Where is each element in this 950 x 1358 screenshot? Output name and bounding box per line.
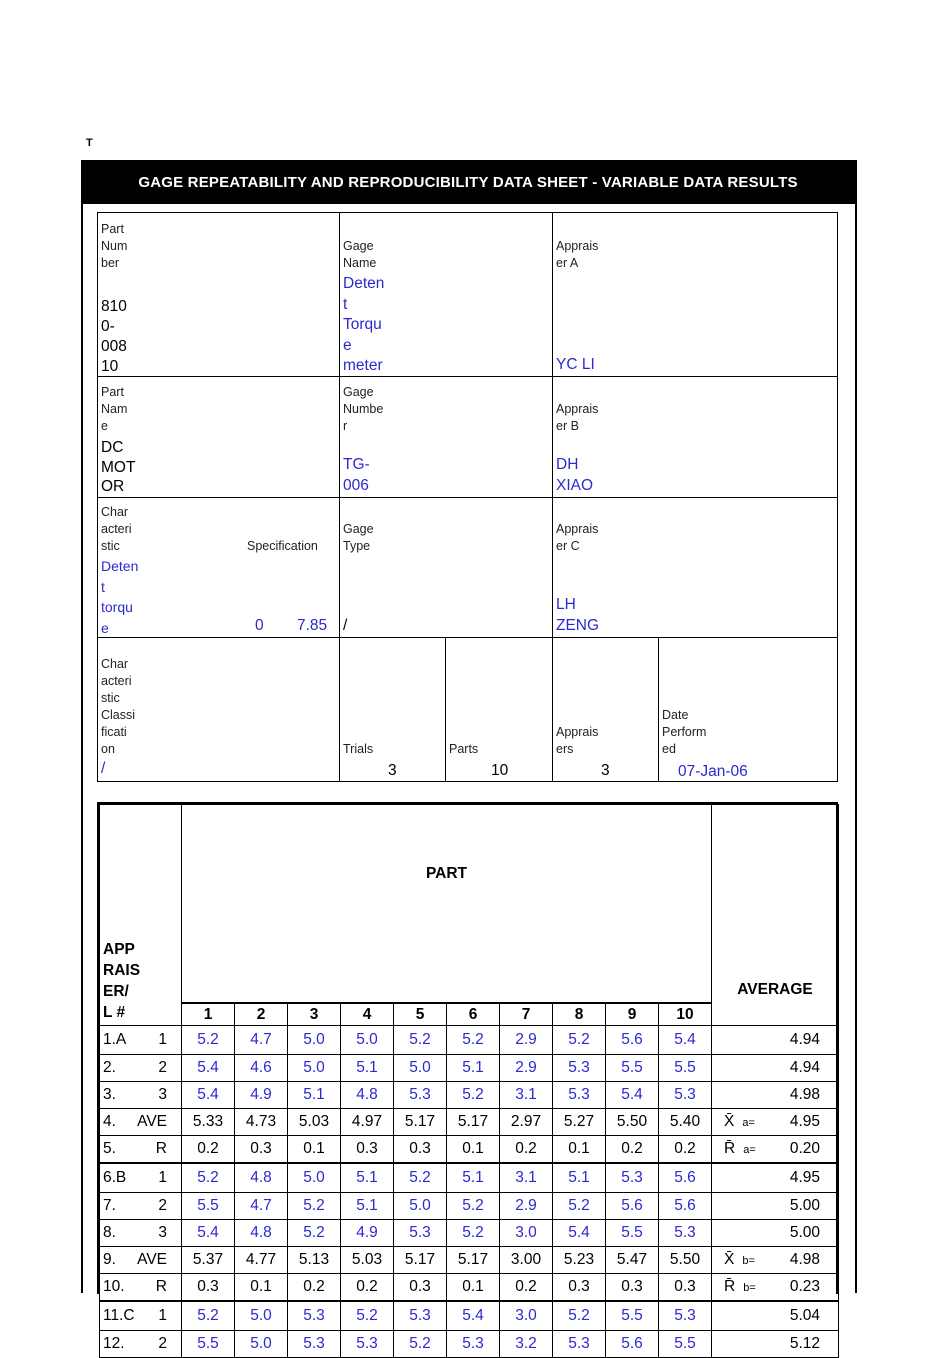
measurement-cell: 5.3 xyxy=(447,1331,500,1358)
row-label xyxy=(100,1301,182,1331)
measurement-cell: 0.1 xyxy=(288,1136,341,1164)
parts-cell xyxy=(446,638,553,782)
average-value: 4.98 xyxy=(789,1251,821,1268)
measurement-cell: 5.4 xyxy=(182,1082,235,1109)
measurement-cell: 5.2 xyxy=(182,1301,235,1331)
spec-high-value: 7.85 xyxy=(297,617,328,634)
part-number-header: 2 xyxy=(235,1003,288,1026)
characteristic-cell xyxy=(98,498,340,638)
measurement-cell: 5.2 xyxy=(447,1026,500,1055)
part-number-header: 4 xyxy=(341,1003,394,1026)
measurement-cell: 5.2 xyxy=(553,1301,606,1331)
measurement-cell: 5.6 xyxy=(606,1331,659,1358)
table-row xyxy=(100,1193,839,1220)
gage-number-label: Gage Numbe r xyxy=(343,385,384,433)
measurement-cell: 5.1 xyxy=(447,1163,500,1193)
measurement-cell: 0.3 xyxy=(553,1274,606,1302)
average-cell xyxy=(712,1274,839,1302)
statistic-symbol xyxy=(712,1278,756,1296)
measurement-cell: 5.17 xyxy=(394,1247,447,1274)
statistic-letter: X̄ xyxy=(724,1251,735,1268)
date-cell xyxy=(659,638,838,782)
measurement-cell: 5.1 xyxy=(288,1082,341,1109)
trial-label: 1 xyxy=(158,1031,167,1048)
row-label xyxy=(100,1136,182,1164)
measurement-cell: 0.2 xyxy=(182,1136,235,1164)
trial-label: 2 xyxy=(158,1197,167,1214)
measurement-cell: 5.50 xyxy=(659,1247,712,1274)
measurement-cell: 5.3 xyxy=(394,1220,447,1247)
gage-number-cell xyxy=(340,377,553,498)
trial-label: 3 xyxy=(158,1224,167,1241)
measurement-cell: 4.6 xyxy=(235,1055,288,1082)
trial-label: AVE xyxy=(137,1113,167,1130)
specification-label: Specification xyxy=(247,539,318,553)
measurement-cell: 2.9 xyxy=(500,1055,553,1082)
classification-cell xyxy=(98,638,340,782)
gage-type-value: / xyxy=(343,617,348,634)
appraiser-c-cell xyxy=(553,498,838,638)
row-label xyxy=(100,1109,182,1136)
part-header: PART xyxy=(182,805,712,1004)
measurement-cell: 5.5 xyxy=(182,1331,235,1358)
measurement-cell: 0.2 xyxy=(500,1136,553,1164)
measurement-cell: 0.3 xyxy=(606,1274,659,1302)
row-number: 12. xyxy=(103,1335,125,1352)
measurement-cell: 5.0 xyxy=(235,1301,288,1331)
part-number-header: 10 xyxy=(659,1003,712,1026)
measurement-cell: 5.03 xyxy=(341,1247,394,1274)
measurement-cell: 0.3 xyxy=(341,1136,394,1164)
measurement-cell: 0.3 xyxy=(182,1274,235,1302)
average-cell xyxy=(712,1026,839,1055)
average-value: 0.23 xyxy=(789,1278,821,1295)
measurement-cell: 5.03 xyxy=(288,1109,341,1136)
trial-label: R xyxy=(155,1278,167,1295)
row-number: 10. xyxy=(103,1278,125,1295)
measurement-cell: 5.6 xyxy=(606,1026,659,1055)
measurement-cell: 0.2 xyxy=(659,1136,712,1164)
measurement-cell: 0.2 xyxy=(288,1274,341,1302)
measurement-cell: 4.7 xyxy=(235,1193,288,1220)
measurement-cell: 5.23 xyxy=(553,1247,606,1274)
measurement-cell: 5.3 xyxy=(606,1163,659,1193)
appraisers-value: 3 xyxy=(601,762,610,779)
measurement-cell: 5.2 xyxy=(288,1220,341,1247)
appraisers-label: Apprais ers xyxy=(556,725,599,756)
row-label xyxy=(100,1220,182,1247)
gage-name-cell xyxy=(340,213,553,377)
measurement-cell: 0.3 xyxy=(394,1136,447,1164)
measurement-cell: 5.1 xyxy=(447,1055,500,1082)
trial-label: 3 xyxy=(158,1086,167,1103)
row-label xyxy=(100,1055,182,1082)
measurement-cell: 5.0 xyxy=(288,1163,341,1193)
row-number: 9. xyxy=(103,1251,116,1268)
measurement-cell: 5.2 xyxy=(394,1163,447,1193)
measurement-cell: 3.2 xyxy=(500,1331,553,1358)
measurement-cell: 5.3 xyxy=(553,1055,606,1082)
statistic-subscript: a= xyxy=(743,1144,756,1156)
measurement-cell: 2.9 xyxy=(500,1193,553,1220)
part-number-header: 7 xyxy=(500,1003,553,1026)
average-value: 4.98 xyxy=(789,1086,821,1103)
measurement-cell: 4.9 xyxy=(235,1082,288,1109)
measurement-cell: 0.3 xyxy=(394,1274,447,1302)
gage-type-label: Gage Type xyxy=(343,522,374,553)
measurement-cell: 5.2 xyxy=(553,1026,606,1055)
average-header: AVERAGE xyxy=(712,805,839,1026)
measurement-cell: 5.4 xyxy=(447,1301,500,1331)
measurement-cell: 4.8 xyxy=(235,1163,288,1193)
part-number-header: 1 xyxy=(182,1003,235,1026)
measurement-cell: 5.1 xyxy=(553,1163,606,1193)
measurement-cell: 5.5 xyxy=(659,1055,712,1082)
measurement-cell: 5.2 xyxy=(182,1163,235,1193)
row-label xyxy=(100,1082,182,1109)
measurement-cell: 5.0 xyxy=(288,1055,341,1082)
average-value: 5.00 xyxy=(789,1224,821,1241)
measurement-cell: 5.1 xyxy=(341,1055,394,1082)
measurement-cell: 5.3 xyxy=(341,1331,394,1358)
measurement-cell: 5.50 xyxy=(606,1109,659,1136)
measurement-cell: 5.2 xyxy=(394,1026,447,1055)
measurement-cell: 5.5 xyxy=(659,1331,712,1358)
measurement-cell: 5.37 xyxy=(182,1247,235,1274)
measurement-cell: 5.2 xyxy=(553,1193,606,1220)
row-label xyxy=(100,1274,182,1302)
sheet-title: GAGE REPEATABILITY AND REPRODUCIBILITY DATA SHEET - VARIABLE DATA RESULTS xyxy=(81,160,855,204)
average-value: 4.95 xyxy=(789,1169,821,1186)
measurement-cell: 0.2 xyxy=(606,1136,659,1164)
table-row xyxy=(100,1026,839,1055)
average-value: 4.94 xyxy=(789,1059,821,1076)
measurement-cell: 5.2 xyxy=(182,1026,235,1055)
row-number: 6.B xyxy=(103,1169,127,1186)
measurement-cell: 3.1 xyxy=(500,1082,553,1109)
appraiser-c-value: LH ZENG xyxy=(556,596,600,634)
table-row xyxy=(100,1163,839,1193)
part-name-value: DC MOT OR xyxy=(101,439,136,495)
row-number: 7. xyxy=(103,1197,116,1214)
statistic-subscript: b= xyxy=(742,1255,755,1267)
classification-value: / xyxy=(101,760,106,777)
appraisers-cell xyxy=(553,638,659,782)
measurement-cell: 5.17 xyxy=(394,1109,447,1136)
measurement-cell: 5.3 xyxy=(659,1301,712,1331)
measurement-cell: 3.1 xyxy=(500,1163,553,1193)
part-number-header: 3 xyxy=(288,1003,341,1026)
average-value: 0.20 xyxy=(789,1140,821,1157)
statistic-subscript: a= xyxy=(742,1117,755,1129)
table-row xyxy=(100,1247,839,1274)
measurement-cell: 5.2 xyxy=(447,1193,500,1220)
measurement-cell: 4.97 xyxy=(341,1109,394,1136)
table-row xyxy=(100,1301,839,1331)
measurement-cell: 5.6 xyxy=(606,1193,659,1220)
trials-label: Trials xyxy=(343,742,374,756)
measurement-cell: 0.1 xyxy=(553,1136,606,1164)
part-name-label: Part Nam e xyxy=(101,385,128,433)
average-value: 4.94 xyxy=(789,1031,821,1048)
part-number-header: 5 xyxy=(394,1003,447,1026)
average-cell xyxy=(712,1055,839,1082)
row-label xyxy=(100,1193,182,1220)
average-cell xyxy=(712,1193,839,1220)
measurement-cell: 5.3 xyxy=(553,1082,606,1109)
measurement-cell: 2.97 xyxy=(500,1109,553,1136)
table-row xyxy=(100,1136,839,1164)
row-label xyxy=(100,1331,182,1358)
top-mark: T xyxy=(86,137,93,149)
statistic-letter: X̄ xyxy=(724,1113,735,1130)
measurement-cell: 2.9 xyxy=(500,1026,553,1055)
measurement-cell: 4.9 xyxy=(341,1220,394,1247)
statistic-symbol xyxy=(712,1140,756,1158)
row-number: 2. xyxy=(103,1059,116,1076)
measurement-cell: 5.4 xyxy=(606,1082,659,1109)
trial-label: 2 xyxy=(158,1335,167,1352)
average-cell xyxy=(712,1109,839,1136)
average-cell xyxy=(712,1136,839,1164)
trials-value: 3 xyxy=(388,762,397,779)
measurement-table xyxy=(99,804,839,1358)
row-label xyxy=(100,1163,182,1193)
measurement-cell: 5.2 xyxy=(288,1193,341,1220)
measurement-cell: 5.33 xyxy=(182,1109,235,1136)
data-grid xyxy=(97,802,838,1352)
measurement-cell: 5.1 xyxy=(341,1193,394,1220)
appraiser-c-label: Apprais er C xyxy=(556,522,599,553)
trial-label: 1 xyxy=(158,1307,167,1324)
table-row xyxy=(100,1109,839,1136)
part-number-cell xyxy=(98,213,340,377)
parts-label: Parts xyxy=(449,742,479,756)
measurement-cell: 3.0 xyxy=(500,1301,553,1331)
table-row xyxy=(100,1220,839,1247)
measurement-cell: 5.0 xyxy=(394,1055,447,1082)
statistic-letter: R̄ xyxy=(724,1140,736,1157)
measurement-cell: 5.40 xyxy=(659,1109,712,1136)
row-number: 5. xyxy=(103,1140,116,1157)
measurement-cell: 4.8 xyxy=(235,1220,288,1247)
average-value: 5.12 xyxy=(789,1335,821,1352)
measurement-cell: 5.13 xyxy=(288,1247,341,1274)
measurement-cell: 5.0 xyxy=(235,1331,288,1358)
trial-label: 2 xyxy=(158,1059,167,1076)
measurement-cell: 3.00 xyxy=(500,1247,553,1274)
statistic-symbol xyxy=(712,1251,755,1269)
appraiser-a-cell xyxy=(553,213,838,377)
measurement-cell: 0.1 xyxy=(447,1136,500,1164)
trial-label: R xyxy=(155,1140,167,1157)
appraiser-a-label: Apprais er A xyxy=(556,239,599,270)
measurement-cell: 5.3 xyxy=(288,1331,341,1358)
measurement-cell: 5.3 xyxy=(659,1082,712,1109)
appraiser-a-value: YC LI xyxy=(556,356,595,373)
table-row xyxy=(100,1274,839,1302)
part-number-header: 8 xyxy=(553,1003,606,1026)
classification-label: Char acteri stic Classi ficati on xyxy=(101,657,136,756)
average-value: 4.95 xyxy=(789,1113,821,1130)
part-number-header: 6 xyxy=(447,1003,500,1026)
measurement-cell: 5.17 xyxy=(447,1109,500,1136)
appraiser-b-cell xyxy=(553,377,838,498)
info-block xyxy=(97,212,838,782)
appraiser-b-value: DH XIAO xyxy=(556,456,594,494)
measurement-cell: 4.7 xyxy=(235,1026,288,1055)
statistic-letter: R̄ xyxy=(724,1278,736,1295)
measurement-cell: 5.2 xyxy=(341,1301,394,1331)
table-row xyxy=(100,1331,839,1358)
row-label xyxy=(100,1026,182,1055)
parts-value: 10 xyxy=(491,762,509,779)
measurement-cell: 5.4 xyxy=(182,1220,235,1247)
spec-low-value: 0 xyxy=(255,617,264,634)
gage-type-cell xyxy=(340,498,553,638)
average-value: 5.04 xyxy=(789,1307,821,1324)
measurement-cell: 4.73 xyxy=(235,1109,288,1136)
average-value: 5.00 xyxy=(789,1197,821,1214)
measurement-cell: 5.0 xyxy=(341,1026,394,1055)
measurement-cell: 5.2 xyxy=(394,1331,447,1358)
measurement-cell: 5.3 xyxy=(394,1082,447,1109)
measurement-cell: 5.6 xyxy=(659,1163,712,1193)
measurement-cell: 5.3 xyxy=(394,1301,447,1331)
row-number: 1.A xyxy=(103,1031,127,1048)
gage-number-value: TG- 006 xyxy=(343,456,370,494)
measurement-cell: 5.1 xyxy=(341,1163,394,1193)
row-number: 11.C xyxy=(103,1307,135,1324)
measurement-cell: 5.3 xyxy=(553,1331,606,1358)
statistic-subscript: b= xyxy=(743,1282,756,1294)
measurement-cell: 5.3 xyxy=(659,1220,712,1247)
part-name-cell xyxy=(98,377,340,498)
row-number: 8. xyxy=(103,1224,116,1241)
part-number-value: 810 0- 008 10 xyxy=(101,298,127,375)
measurement-cell: 0.3 xyxy=(659,1274,712,1302)
trial-label: 1 xyxy=(158,1169,167,1186)
measurement-cell: 5.0 xyxy=(288,1026,341,1055)
part-number-label: Part Num ber xyxy=(101,222,128,270)
measurement-cell: 5.0 xyxy=(394,1193,447,1220)
measurement-cell: 4.77 xyxy=(235,1247,288,1274)
average-cell xyxy=(712,1247,839,1274)
measurement-cell: 0.2 xyxy=(500,1274,553,1302)
measurement-cell: 5.6 xyxy=(659,1193,712,1220)
row-number: 3. xyxy=(103,1086,116,1103)
row-number: 4. xyxy=(103,1113,116,1130)
measurement-cell: 5.4 xyxy=(553,1220,606,1247)
measurement-cell: 5.3 xyxy=(288,1301,341,1331)
statistic-symbol xyxy=(712,1113,755,1131)
date-label: Date Perform ed xyxy=(662,708,707,756)
measurement-cell: 5.5 xyxy=(606,1055,659,1082)
part-number-header: 9 xyxy=(606,1003,659,1026)
characteristic-value: Deten t torqu e xyxy=(101,558,139,636)
average-cell xyxy=(712,1220,839,1247)
average-cell xyxy=(712,1331,839,1358)
row-label xyxy=(100,1247,182,1274)
measurement-cell: 0.3 xyxy=(235,1136,288,1164)
measurement-cell: 5.17 xyxy=(447,1247,500,1274)
table-row xyxy=(100,1082,839,1109)
measurement-cell: 5.2 xyxy=(447,1082,500,1109)
table-row xyxy=(100,1055,839,1082)
measurement-cell: 5.5 xyxy=(606,1301,659,1331)
measurement-cell: 0.2 xyxy=(341,1274,394,1302)
appraiser-b-label: Apprais er B xyxy=(556,402,599,433)
measurement-cell: 5.47 xyxy=(606,1247,659,1274)
average-cell xyxy=(712,1082,839,1109)
measurement-cell: 5.27 xyxy=(553,1109,606,1136)
measurement-cell: 5.5 xyxy=(606,1220,659,1247)
measurement-cell: 0.1 xyxy=(235,1274,288,1302)
average-cell xyxy=(712,1301,839,1331)
measurement-cell: 5.2 xyxy=(447,1220,500,1247)
measurement-cell: 5.4 xyxy=(182,1055,235,1082)
characteristic-label: Char acteri stic xyxy=(101,505,132,553)
appraiser-header: APP RAIS ER/ L # xyxy=(100,805,182,1026)
measurement-cell: 5.5 xyxy=(182,1193,235,1220)
gage-name-label: Gage Name xyxy=(343,239,377,270)
measurement-cell: 3.0 xyxy=(500,1220,553,1247)
date-value: 07-Jan-06 xyxy=(678,763,748,780)
measurement-cell: 0.1 xyxy=(447,1274,500,1302)
trial-label: AVE xyxy=(137,1251,167,1268)
measurement-cell: 4.8 xyxy=(341,1082,394,1109)
data-body xyxy=(100,1026,839,1358)
measurement-cell: 5.4 xyxy=(659,1026,712,1055)
gage-name-value: Deten t Torqu e meter xyxy=(343,275,385,374)
average-cell xyxy=(712,1163,839,1193)
trials-cell xyxy=(340,638,446,782)
